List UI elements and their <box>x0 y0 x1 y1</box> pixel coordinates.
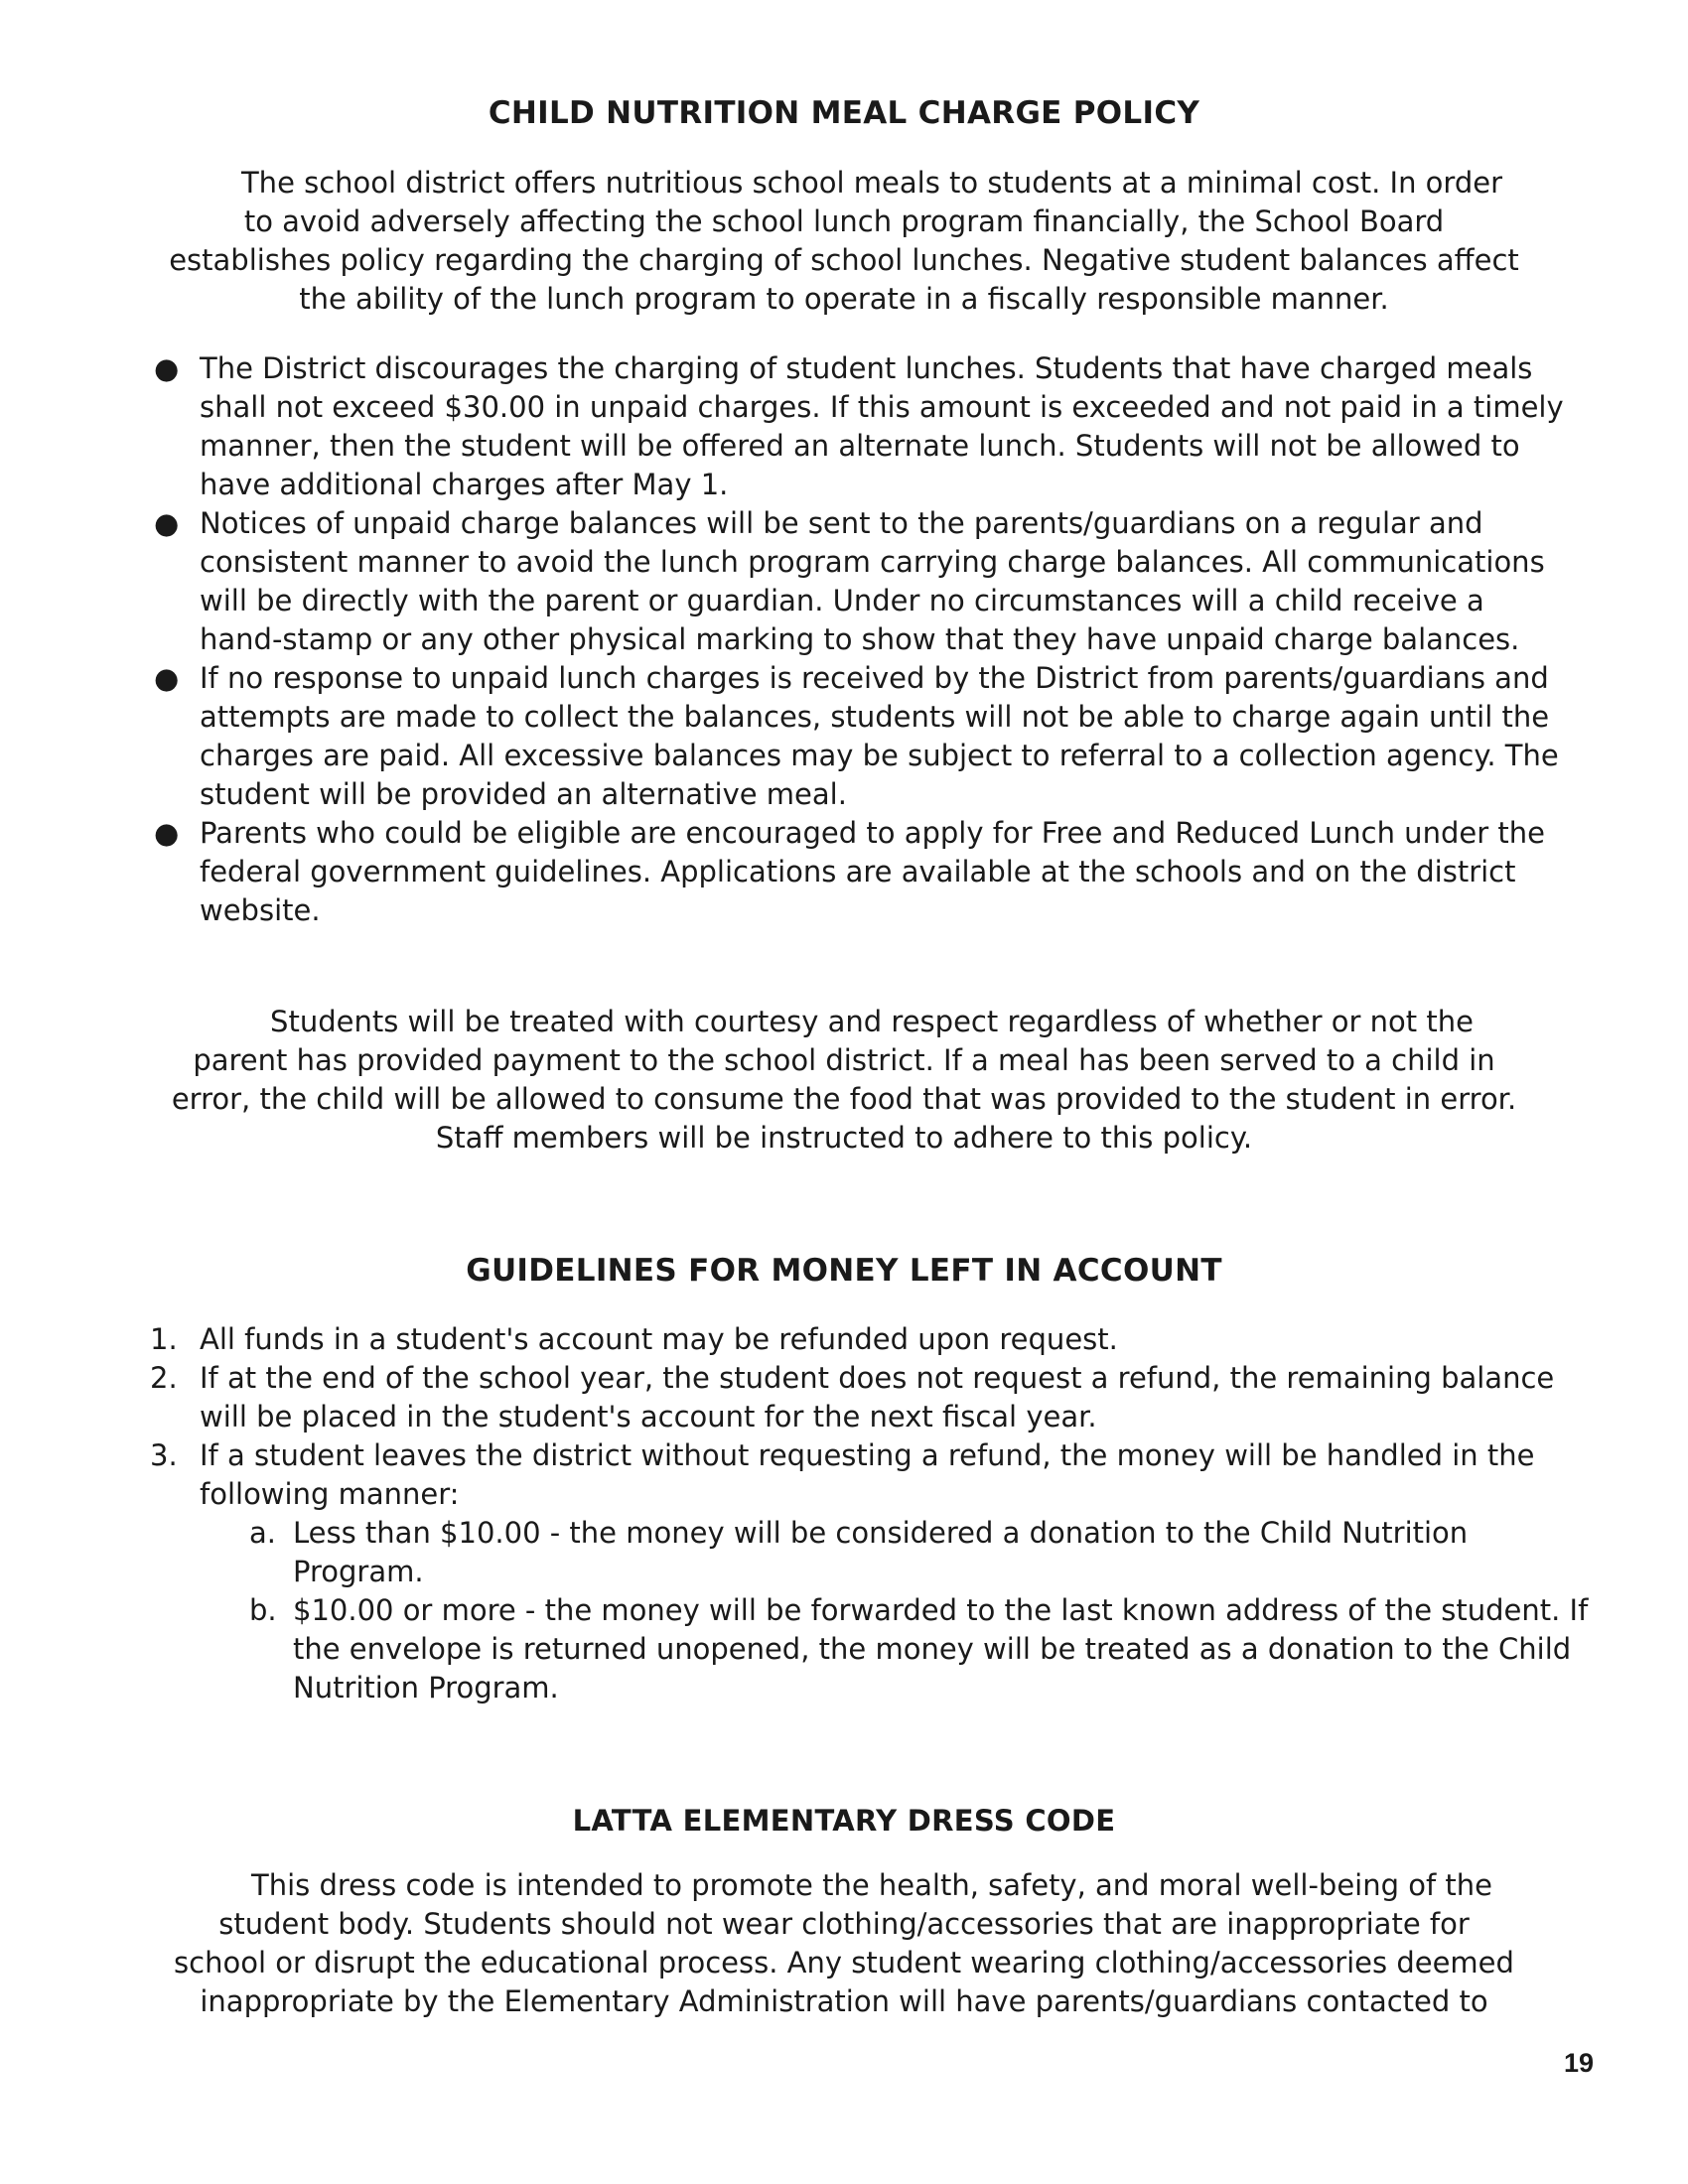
intro-line: student body. Students should not wear clothing/accessories that are inappropriate for <box>218 1907 1470 1941</box>
bullet-icon: ● <box>154 661 180 695</box>
list-number: 1. <box>150 1322 178 1356</box>
intro-line: This dress code is intended to promote the health, safety, and moral well-being of the <box>251 1868 1492 1902</box>
intro-line: the ability of the lunch program to operate in a fiscally responsible manner. <box>299 282 1389 316</box>
intro-line: inappropriate by the Elementary Administration will have parents/guardians contacted to <box>200 1984 1488 2018</box>
list-item: ● Notices of unpaid charge balances will be sent to the parents/guardians on a regular and consistent manner to avoid the lunch program carrying charge balances. All communications will be directly with the parent or guardian. Under no circumstances will a child receive a hand-stamp or any other physical marking to show that they have unpaid charge balances. <box>154 506 1545 656</box>
page-number: 19 <box>1563 2048 1594 2078</box>
bullet-icon: ● <box>154 506 180 540</box>
closing-line: Students will be treated with courtesy and respect regardless of whether or not the <box>270 1005 1474 1038</box>
bullet-icon: ● <box>154 351 180 385</box>
dress-code-heading: LATTA ELEMENTARY DRESS CODE <box>572 1804 1116 1838</box>
money-guidelines-heading: GUIDELINES FOR MONEY LEFT IN ACCOUNT <box>466 1253 1222 1289</box>
list-letter: a. <box>249 1516 276 1550</box>
closing-line: error, the child will be allowed to consume the food that was provided to the student in error. <box>171 1082 1517 1116</box>
intro-line: The school district offers nutritious school meals to students at a minimal cost. In order <box>240 166 1503 200</box>
list-item: 2. If at the end of the school year, the student does not request a refund, the remaining balance will be placed in the student's account for the next fiscal year. <box>150 1361 1555 1433</box>
dress-code-intro <box>94 1866 1594 2021</box>
list-item: b. $10.00 or more - the money will be forwarded to the last known address of the student. If the envelope is returned unopened, the money will be treated as a donation to the Child Nutrition Program. <box>249 1593 1589 1705</box>
list-item: ● Parents who could be eligible are encouraged to apply for Free and Reduced Lunch under the federal government guidelines. Applications are available at the schools and on the district website. <box>154 816 1545 927</box>
closing-line: Staff members will be instructed to adhere to this policy. <box>435 1121 1253 1155</box>
meal-charge-closing <box>94 1003 1594 1158</box>
meal-charge-policy-heading: CHILD NUTRITION MEAL CHARGE POLICY <box>488 95 1200 131</box>
document-page <box>94 0 1594 2184</box>
money-guidelines-list <box>94 1320 1594 1707</box>
list-item: 3. If a student leaves the district without requesting a refund, the money will be handled in the following manner: a. Less than $10.00 - the money will be considered a donation to the Child Nutrition Program. b. $10.00 or more - the money will be forwarded to the last known address of the student. If the envelope is returned unopened, the money will be treated as a donation to the Child Nutrition Program. <box>94 1436 1594 1707</box>
list-number: 2. <box>150 1361 178 1395</box>
meal-charge-bullet-list <box>94 349 1594 930</box>
intro-line: to avoid adversely affecting the school lunch program financially, the School Board <box>243 205 1445 238</box>
meal-charge-intro <box>94 164 1594 319</box>
list-number: 3. <box>150 1438 178 1472</box>
closing-line: parent has provided payment to the school district. If a meal has been served to a child in <box>193 1043 1495 1077</box>
list-item: a. Less than $10.00 - the money will be considered a donation to the Child Nutrition Program. <box>249 1516 1469 1588</box>
intro-line: establishes policy regarding the charging of school lunches. Negative student balances affect <box>169 243 1519 277</box>
list-item: ● If no response to unpaid lunch charges is received by the District from parents/guardians and attempts are made to collect the balances, students will not be able to charge again until the charges are paid. All excessive balances may be subject to referral to a collection agency. The student will be provided an alternative meal. <box>154 661 1559 811</box>
refund-handling-sublist <box>194 1514 1594 1707</box>
list-item: ● The District discourages the charging of student lunches. Students that have charged meals shall not exceed $30.00 in unpaid charges. If this amount is exceeded and not paid in a timely manner, then the student will be offered an alternate lunch. Students will not be allowed to have additional charges after May 1. <box>154 351 1564 501</box>
bullet-icon: ● <box>154 816 180 850</box>
list-item: 1. All funds in a student's account may be refunded upon request. <box>94 1320 1594 1359</box>
intro-line: school or disrupt the educational process. Any student wearing clothing/accessories deemed <box>174 1946 1514 1979</box>
list-letter: b. <box>249 1593 277 1627</box>
